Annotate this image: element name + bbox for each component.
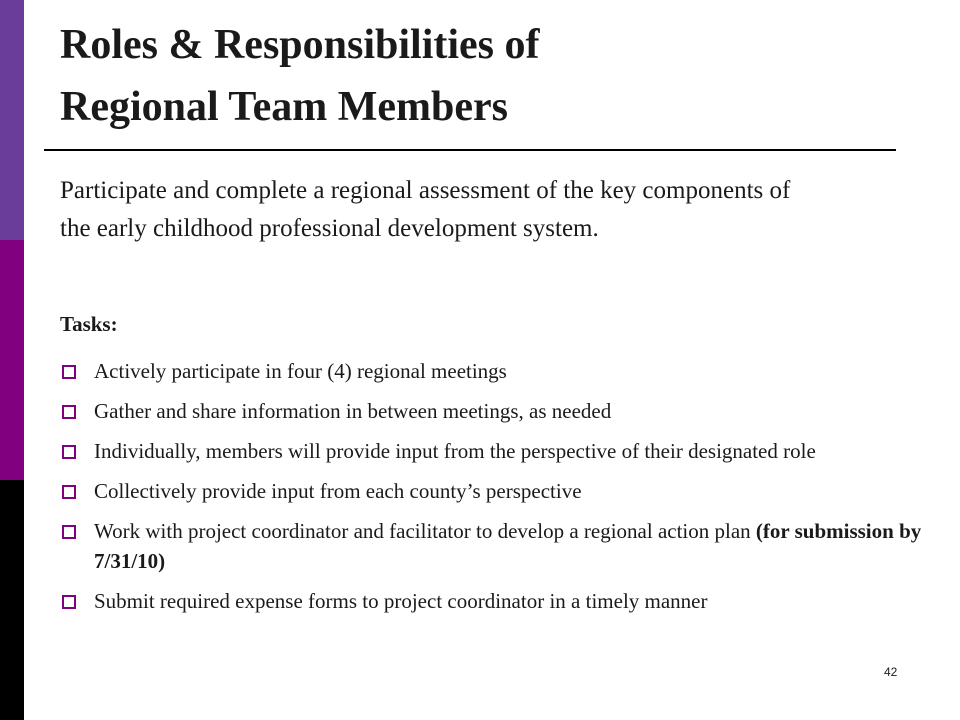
square-bullet-icon [62,595,76,609]
task-text: Individually, members will provide input from the perspective of their designated role [94,439,816,463]
task-list [60,356,940,626]
intro-paragraph: Participate and complete a regional assessment of the key components of the early childhood professional development system. [60,177,791,242]
square-bullet-icon [62,525,76,539]
task-deadline: (for submission by 7/31/10) [94,519,922,573]
square-bullet-icon [62,445,76,459]
task-item [60,476,940,506]
square-bullet-icon [62,485,76,499]
sidebar-bar-black [0,480,24,720]
slide-title-line-2: Regional Team Members [60,84,508,130]
sidebar-bar-purple [0,0,24,240]
task-item [60,356,940,386]
task-item [60,436,940,466]
sidebar-accent [0,0,24,720]
square-bullet-icon [62,365,76,379]
sidebar-bar-magenta [0,240,24,480]
task-item [60,516,940,576]
page-number: 42 [884,665,898,679]
title-divider [44,149,896,151]
tasks-heading: Tasks: [60,312,118,336]
task-text: Submit required expense forms to project coordinator in a timely manner [94,589,708,613]
task-text: Work with project coordinator and facilitator to develop a regional action plan [94,519,756,543]
task-text: Collectively provide input from each county’s perspective [94,479,582,503]
task-text: Gather and share information in between meetings, as needed [94,399,612,423]
task-item [60,396,940,426]
task-item [60,586,940,616]
slide-title [60,14,900,138]
slide-title-line-1: Roles & Responsibilities of [60,22,540,68]
square-bullet-icon [62,405,76,419]
task-text: Actively participate in four (4) regional meetings [94,359,507,383]
